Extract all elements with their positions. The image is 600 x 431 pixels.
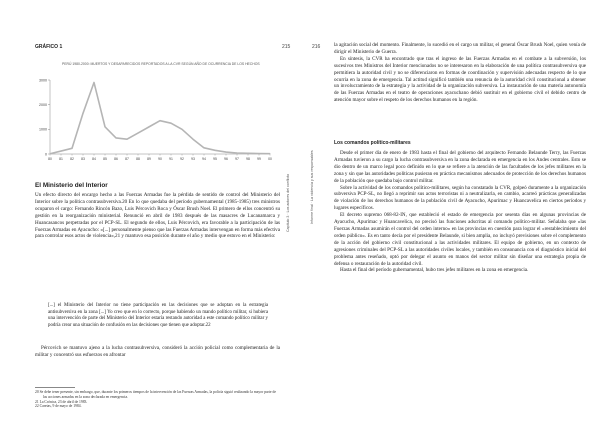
series-line	[50, 82, 270, 153]
data-point	[94, 82, 95, 83]
x-tick-label: 85	[103, 157, 107, 161]
paragraph: Hasta el final del período gubernamental, hubo tres jefes militares en la zona en emergencia.	[340, 267, 529, 274]
data-point	[171, 123, 172, 124]
x-tick-label: 81	[59, 157, 63, 161]
paragraph: En síntesis, la CVR ha encontrado que tras el ingreso de las Fuerzas Armadas en el combate a la subversión, los sucesivos tres Ministros del Interior mencionados no se interesaron en la elaboración de una política contrasubversiva que permitiera la autoridad civil y no se diferenciaron en formas de coordinación y supervisión adecuadas respecto de lo que ocurría en la zona de emergencia. Tal actitud significó también una renuncia de la autoridad civil constitucional a obtener un involucramiento de la estrategia y la actividad de la organización subversiva. La instauración de una materia autonomía de las Fuerzas Armadas en el teatro de operaciones ayacuchano debió sustituir en el gobierno civil el debido centro de atención mayor sobre el respeto de los derechos humanos en la región.	[334, 55, 586, 104]
data-point	[226, 152, 227, 153]
data-point	[127, 139, 128, 140]
data-point	[105, 126, 106, 127]
x-tick-label: 93	[191, 157, 195, 161]
x-tick-label: 84	[92, 157, 96, 161]
x-tick-label: 96	[224, 157, 228, 161]
body-text-block	[35, 192, 280, 240]
figure-caption: PERÚ 1980-2000: MUERTOS Y DESAPARECIDOS REPORTADOS A LA CVR SEGÚN AÑO DE OCURRENCIA DE LOS HECHOS	[62, 62, 260, 66]
paragraph: Desde el primer día de enero de 1983 hasta el final del gobierno del arquitecto Fernando Belaunde Terry, las Fuerzas Armadas tuvieron a su cargo la lucha contrasubversiva en la zona declarada en emergencia en los Andes centrales. Esto se dio dentro de un marco legal poco definido en lo que se refiere a la atención de las facultades de los jefes militares en la zona y sin que las autoridades políticas pusieran en práctica mecanismos adecuados de protección de los derechos humanos de la población que quedaba bajo control militar.	[334, 150, 586, 184]
x-tick-label: 89	[147, 157, 151, 161]
y-tick-label: 2000	[39, 102, 47, 107]
section-heading: El Ministerio del Interior	[35, 182, 108, 189]
x-tick-label: 97	[235, 157, 239, 161]
data-point	[72, 148, 73, 149]
body-text-block	[334, 42, 586, 104]
footnote-separator	[35, 387, 75, 388]
x-tick-label: 83	[81, 157, 85, 161]
footnote: 21 La Crónica, 23 de abril de 1983.	[35, 399, 88, 404]
x-tick-label: 80	[48, 157, 52, 161]
x-tick-label: 95	[213, 157, 217, 161]
data-point	[215, 150, 216, 151]
paragraph: Un efecto directo del encargo hecho a las Fuerzas Armadas fue la pérdida de sentido de control del Ministerio del Interior sobre la política contrasubversiva.20 En lo que quedaba del período gubernamental (1985-1985) tres ministros ocuparon el cargo: Fernando Rincón Bazo, Luis Pércovich Roca y Óscar Brush Noel. El primero de ellos concentró su gestión en la reorganización ministerial. Renunció en abril de 1983 después de las masacres de Lucanamarca y Huancasancos perpetradas por el PCP-SL. El segundo de ellos, Luis Pércovich, era favorable a la participación de las Fuerzas Armadas en Ayacucho: «[...] personalmente pienso que las Fuerzas Armadas intervengan en forma más efectiva para controlar esos actos de violencia»,21 y mantuvo esa posición durante el año y medio que estuvo en el Ministerio:	[35, 192, 280, 240]
data-point	[204, 147, 205, 148]
x-tick-label: 88	[136, 157, 140, 161]
x-tick-label: 99	[257, 157, 261, 161]
body-text-block	[334, 150, 586, 274]
paragraph: la agitación social del momento. Finalmente, lo sucedió en el cargo un militar, el general Óscar Brush Noel, quien venía de dirigir el Ministerio de Guerra.	[334, 42, 586, 55]
x-tick-label: 90	[158, 157, 162, 161]
y-tick-label: 0	[45, 152, 47, 157]
x-tick-label: 87	[125, 157, 129, 161]
data-point	[160, 120, 161, 121]
data-point	[182, 129, 183, 130]
page-number: 216	[312, 44, 321, 50]
x-tick-label: 82	[70, 157, 74, 161]
data-point	[116, 137, 117, 138]
footnotes	[35, 390, 280, 409]
data-point	[83, 113, 84, 114]
x-tick-label: 91	[169, 157, 173, 161]
running-header-vertical: Capítulo 3 · Los actores del conflicto	[286, 173, 290, 232]
x-tick-label: 00	[268, 157, 272, 161]
x-tick-label: 92	[180, 157, 184, 161]
paragraph: Pércovich se mantuvo ajeno a la lucha contrasubversiva, consideró la acción policial como complementaria de la militar y concentró sus esfuerzos en afrontar	[35, 345, 280, 358]
data-point	[138, 133, 139, 134]
data-point	[61, 151, 62, 152]
y-tick-label: 3000	[39, 78, 47, 83]
data-point	[237, 153, 238, 154]
y-tick-label: 1000	[39, 127, 47, 132]
data-point	[248, 153, 249, 154]
data-point	[193, 139, 194, 140]
section-heading: Los comandos político-militares	[334, 140, 411, 146]
paragraph: Sobre la actividad de los comandos político-militares, según ha constatado la CVR, golpeó duramente a la organización subversiva PCP-SL, no llegó a reprimir sus actos terroristas ni a neutralizarla, en cambio, acarreó prácticas generalizadas de violación de los derechos humanos de la población civil de Ayacucho, Apurímac y Huancavelica en ciertos períodos y lugares específicos.	[334, 184, 586, 212]
block-quote: [...] el Ministerio del Interior no tiene participación en las decisiones que se adoptan en la estrategia antisubversiva en la zona [...] Yo creo que en lo correcto, porque habiendo un mando político militar, si hubiera una intervención de parte del Ministerio del Interior estaría restando autoridad a este comando político militar y podría crear una situación de confusión en las decisiones que tienen que adoptar.22	[48, 303, 268, 329]
figure-label: GRÁFICO 1	[35, 44, 63, 50]
x-tick-label: 98	[246, 157, 250, 161]
footnote: 22 Caretas, 9 de mayo de 1984.	[35, 404, 82, 409]
data-point	[149, 126, 150, 127]
data-point	[259, 153, 260, 154]
paragraph: El decreto supremo 068-82-IN, que estableció el estado de emergencia por sesenta días en algunas provincias de Ayacucho, Apurímac y Huancavelica, no precisó las funciones adscritas al comando político-militar. Señalaba que «las Fuerzas Armadas asumirán el control del orden interno» en las provincias en cuestión para lograr el «restablecimiento del orden público». Es en tanto decía por el presidente Belaunde, si bien amplia, no incluyó previsiones sobre el complemento de la acción del gobierno civil constitucional a las actividades militares. El equipo de gobierno, en un contexto de agresiones criminales del PCP-SL a las autoridades civiles locales, y también en consonancia con el diagnóstico inicial del problema antes reseñado, optó por delegar el asunto en manos del sector militar sin diseñar una estrategia propia de defensa o restauración de la autoridad civil.	[334, 212, 586, 267]
running-header-vertical: Informe final · La violencia y sus responsables	[310, 150, 314, 224]
line-chart	[32, 74, 277, 166]
data-point	[50, 153, 51, 154]
right-page	[300, 0, 600, 431]
x-tick-label: 94	[202, 157, 206, 161]
body-text-block	[35, 345, 280, 359]
x-tick-label: 86	[114, 157, 118, 161]
page-number: 215	[282, 44, 291, 50]
data-point	[270, 153, 271, 154]
footnote: 20 Se debe tener presente, sin embargo, que, durante los primeros tiempos de la intervención de las Fuerzas Armadas, la policía siguió realizando la mayor parte de las acciones armadas en la zona declarada en emergencia.	[35, 390, 276, 399]
